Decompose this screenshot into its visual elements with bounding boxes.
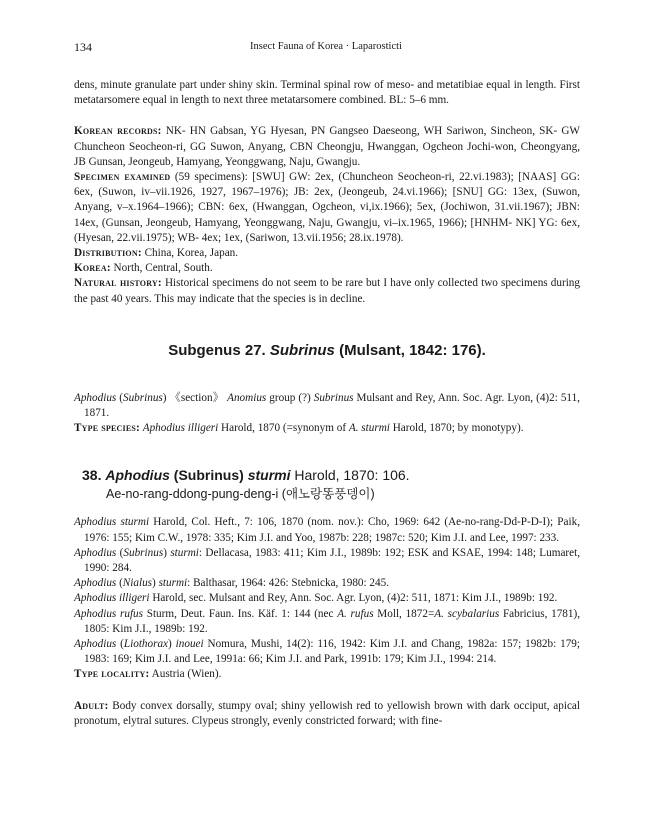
species-subgenus: (Subrinus) (169, 467, 248, 484)
running-title: Insect Fauna of Korea · Laparosticti (250, 41, 402, 52)
ref-section: ) 《section》 (162, 391, 228, 404)
synonym-text: Moll, 1872= (373, 607, 435, 620)
subgenus-prefix: Subgenus 27. (168, 341, 270, 359)
synonym-text: Fabricius, 1781), 1805: Kim J.I., 1989b: 192. (84, 607, 581, 635)
ref-subgenus: Subrinus (122, 391, 163, 404)
synonymy-entry: Aphodius (Subrinus) sturmi: Dellacasa, 1983: 411; Kim J.I., 1989b: 192; ESK and KSAE, 1994: 148; Lumaret, 1990: 284. (74, 546, 581, 575)
synonym-subgenus: Nialus (122, 577, 153, 590)
type-species-post: Harold, 1870; by monotypy). (389, 422, 524, 435)
ref-genus: Aphodius (74, 391, 117, 404)
species-epithet: sturmi (247, 467, 291, 484)
synonymy-entry: Aphodius (Nialus) sturmi: Balthasar, 1964: 426: Stebnicka, 1980: 245. (74, 577, 390, 590)
synonym-subgenus: Liothorax (123, 638, 169, 651)
korean-records (74, 124, 580, 170)
natural-history (74, 276, 580, 306)
synonym-name: Aphodius (74, 638, 117, 651)
type-locality (74, 667, 580, 682)
specimens-examined (74, 170, 580, 246)
korea-range-label: Korea: (74, 262, 111, 275)
korea-range-text: North, Central, South. (110, 262, 213, 275)
species-number: 38. (82, 467, 106, 484)
distribution-label: Distribution: (74, 247, 142, 260)
description-continuation: dens, minute granulate part under shiny skin. Terminal spinal row of meso- and metatibiae equal in length. First metatarsomere equal in length to next three metatarsomere combined. BL: 5–6 mm. (74, 79, 580, 107)
subgenus-suffix: (Mulsant, 1842: 176). (334, 341, 486, 359)
synonymy-entry (74, 591, 580, 606)
synonym-text: : Balthasar, 1964: 426: Stebnicka, 1980: 245. (187, 577, 390, 590)
synonym-epithet: inouei (175, 638, 204, 651)
subgenus-heading (74, 341, 580, 361)
distribution-text: China, Korea, Japan. (141, 247, 239, 260)
synonymy-entry (74, 607, 580, 637)
ref-author-genus: Subrinus (313, 391, 354, 404)
species-author: Harold, 1870: 106. (290, 467, 410, 484)
species-common-name: Ae-no-rang-ddong-pung-deng-i (애노랑똥풍뎅이) (106, 487, 375, 502)
synonym-epithet: sturmi (170, 546, 199, 559)
korea-range (74, 261, 580, 276)
korean-records-label: Korean records: (74, 125, 162, 138)
synonym-italic: A. scybalarius (434, 607, 500, 620)
adult-text: Body convex dorsally, stumpy oval; shiny yellowish red to yellowish brown with dark occiput, apical pronotum, elytral sutures. Clypeus strongly, evenly constricted forward; with fine- (74, 699, 580, 727)
type-species (74, 421, 580, 436)
type-species-mid: Harold, 1870 (=synonym of (218, 422, 349, 435)
specimens-examined-label: Specimen examined (74, 171, 171, 184)
specimens-examined-text: (59 specimens): [SWU] GW: 2ex, (Chuncheon Seocheon-ri, 22.vi.1983); [NAAS] GG: 6ex, (Suwon, iv–vii.1926, 1927, 1967–1976); JB: 2ex, (Jeongeub, 24.vi.1966); [SNU] GG: 13ex, (Suwon, Anyang, v–x.1964–1966); CBN: 6ex, (Hwanggan, Ogcheon, vi,ix.1966); 5ex, (Jochiwon, 31.vii.1967); JBN: 14ex, (Gunsan, Jeongeub, Hamyang, Yeonggwang, Naju, Gwangju, vi–ix.1965, 1966); [HNHM- NK] YG: 6ex, (Hyesan, 22.vii.1975); WB- 4ex; 1ex, (Sariwon, 13.vii.1956; 28.ix.1978). (74, 171, 580, 244)
page-body (74, 78, 580, 729)
ref-group-text: group (?) (266, 391, 314, 404)
species-genus: Aphodius (105, 467, 170, 484)
type-species-synonym: A. sturmi (348, 422, 390, 435)
synonymy-entry (74, 515, 580, 545)
synonym-epithet: sturmi (158, 577, 188, 590)
ref-group-name: Anomius (227, 391, 267, 404)
synonym-subgenus: Subrinus (123, 546, 164, 559)
page-number: 134 (74, 40, 92, 54)
synonym-name: Aphodius (74, 577, 117, 590)
adult-label: Adult: (74, 699, 109, 712)
type-locality-text: Austria (Wien). (149, 668, 222, 681)
synonym-italic: A. rufus (337, 607, 374, 620)
natural-history-text: Historical specimens do not seem to be rare but I have only collected two specimens during the past 40 years. This may indicate that the species is in decline. (74, 277, 580, 305)
korean-records-text: NK- HN Gabsan, YG Hyesan, PN Gangseo Daeseong, WH Sariwon, Sincheon, SK- GW Chuncheon Seocheon-ri, GG Suwon, Anyang, CBN Cheongju, Hwanggan, Ogcheon Jochi-won, Cheongyang, JB Gunsan, Jeongeub, Hamyang, Yeonggwang, Naju, Gwangju. (74, 125, 580, 168)
synonymy-entry: Aphodius (Liothorax) inouei Nomura, Mushi, 14(2): 116, 1942: Kim J.I. and Chang, 1982a: 157; 1982b: 179; 1983: 169; Kim J.I. and Lee, 1991a: 66; Kim J.I. and Park, 1991b: 179; Kim J.I., 1994: 214. (74, 638, 580, 666)
adult-description (74, 699, 580, 729)
synonym-text: Harold, sec. Mulsant and Rey, Ann. Soc. Agr. Lyon, (4)2: 511, 1871: Kim J.I., 1989b: 192. (149, 592, 558, 605)
synonym-text: Nomura, Mushi, 14(2): 116, 1942: Kim J.I. and Chang, 1982a: 157; 1982b: 179; 1983: 169; Kim J.I. and Lee, 1991a: 66; Kim J.I. and Park, 1991b: 179; Kim J.I., 1994: 214. (84, 638, 580, 666)
distribution (74, 246, 580, 261)
subgenus-reference (74, 391, 580, 421)
synonym-name: Aphodius sturmi (74, 516, 150, 529)
synonym-text: : Dellacasa, 1983: 411; Kim J.I., 1989b: 192; ESK and KSAE, 1994: 148; Lumaret, 1990: 284. (84, 546, 581, 575)
synonym-name: Aphodius (74, 546, 117, 559)
synonym-name: Aphodius rufus (74, 607, 143, 620)
synonym-text: Harold, Col. Heft., 7: 106, 1870 (nom. nov.): Cho, 1969: 642 (Ae-no-rang-Dd-P-D-I); Paik, 1976: 155; Kim C.W., 1978: 335; Kim J.I. and Yoo, 1987b: 228; 1987c: 520; Kim J.I. and Lee, 1997: 233. (84, 516, 580, 544)
natural-history-label: Natural history: (74, 277, 162, 290)
ref-paren: ( (116, 391, 123, 404)
ref-citation: Mulsant and Rey, Ann. Soc. Agr. Lyon, (4)2: 511, 1871. (84, 391, 580, 420)
synonym-text: Sturm, Deut. Faun. Ins. Käf. 1: 144 (nec (143, 607, 338, 620)
type-locality-label: Type locality: (74, 668, 150, 681)
species-heading (74, 466, 580, 485)
subgenus-name: Subrinus (269, 341, 335, 359)
type-species-label: Type species: (74, 422, 140, 435)
synonym-name: Aphodius illigeri (74, 592, 150, 605)
page-header (74, 40, 578, 56)
type-species-name: Aphodius illigeri (142, 422, 219, 435)
